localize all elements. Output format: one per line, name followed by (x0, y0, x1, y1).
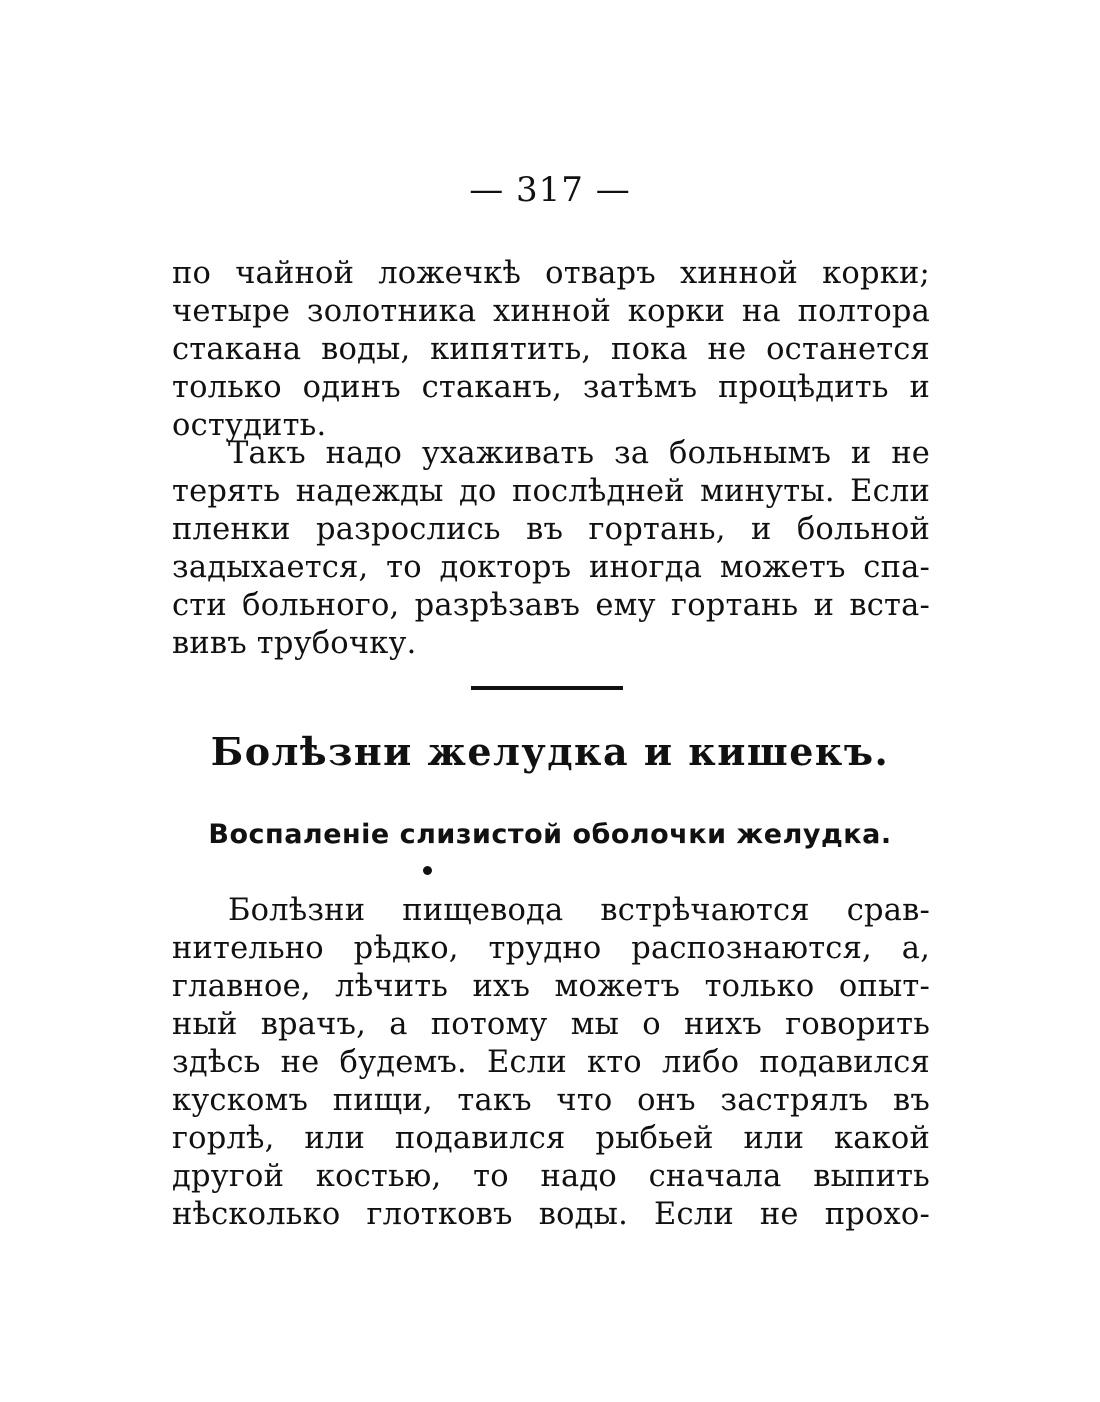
section-divider (471, 686, 623, 690)
text-line: кускомъ пищи, такъ что онъ застрялъ въ (172, 1083, 930, 1118)
text-line: ный врачъ, а потому мы о нихъ говорить (172, 1007, 930, 1042)
page-number: — 317 — (469, 170, 631, 210)
sub-heading: Воспаленіе слизистой оболочки желудка. (208, 819, 892, 850)
paragraph-1 (172, 255, 930, 445)
text-line: сти больного, разрѣзавъ ему гортань и вста- (172, 588, 930, 623)
print-speck (423, 866, 432, 875)
text-line: нѣсколько глотковъ воды. Если не прохо- (172, 1197, 930, 1232)
section-heading: Болѣзни желудка и кишекъ. (210, 729, 890, 774)
text-line: горлѣ, или подавился рыбьей или какой (172, 1121, 930, 1156)
text-line: Такъ надо ухаживать за больнымъ и не (228, 436, 930, 471)
text-line: стакана воды, кипятить, пока не останется (172, 332, 930, 367)
text-line: задыхается, то докторъ иногда можетъ спа- (172, 550, 930, 585)
text-line: по чайной ложечкѣ отваръ хинной корки; (172, 256, 930, 291)
text-line: здѣсь не будемъ. Если кто либо подавился (172, 1045, 930, 1080)
text-line: главное, лѣчить ихъ можетъ только опыт- (172, 969, 930, 1004)
text-line: другой костью, то надо сначала выпить (172, 1159, 930, 1194)
text-line: терять надежды до послѣдней минуты. Если (172, 474, 930, 509)
text-line: только одинъ стаканъ, затѣмъ процѣдить и (172, 370, 930, 405)
text-line: четыре золотника хинной корки на полтора (172, 294, 930, 329)
text-line: нительно рѣдко, трудно распознаются, а, (172, 931, 930, 966)
paragraph-2 (172, 435, 930, 663)
text-line: Болѣзни пищевода встрѣчаются срав- (228, 893, 930, 928)
text-line: вивъ трубочку. (172, 626, 417, 661)
paragraph-3 (172, 892, 930, 1234)
text-line: остудить. (172, 408, 327, 443)
text-line: пленки разрослись въ гортань, и больной (172, 512, 930, 547)
